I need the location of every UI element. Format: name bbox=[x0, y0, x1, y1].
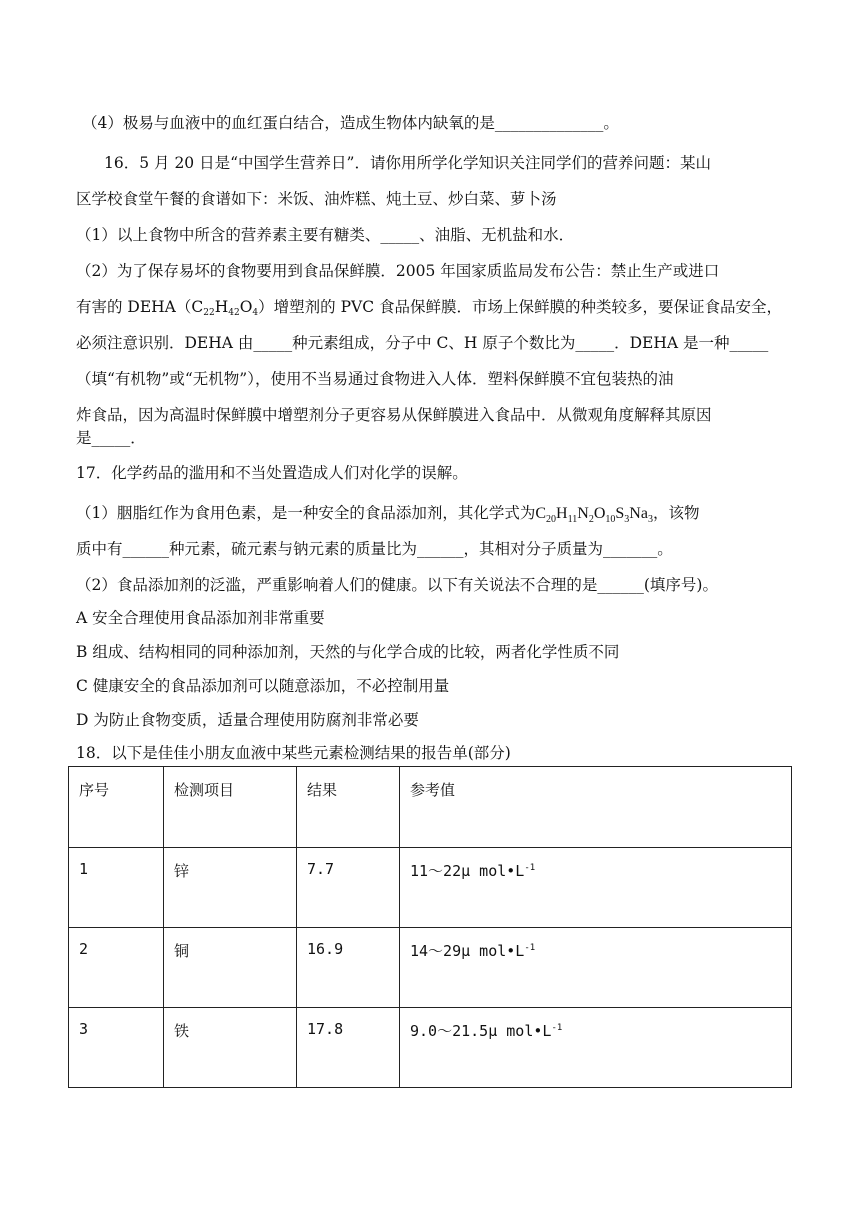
test-result: 7.7 bbox=[297, 848, 400, 928]
question-16-item-2-line-3: 必须注意识别．DEHA 由_____种元素组成，分子中 C、H 原子个数比为_____．DEHA 是一种_____ bbox=[76, 334, 769, 352]
row-number: 3 bbox=[69, 1008, 164, 1088]
question-17-item-1-line-2: 质中有______种元素，硫元素与钠元素的质量比为______，其相对分子质量为_______。 bbox=[76, 540, 673, 558]
question-16-intro-line-2: 区学校食堂午餐的食谱如下：米饭、油炸糕、炖土豆、炒白菜、萝卜汤 bbox=[76, 190, 557, 208]
test-result: 17.8 bbox=[297, 1008, 400, 1088]
item-text: （1）胭脂红作为食用色素，是一种安全的食品添加剂，其化学式为 bbox=[76, 504, 536, 522]
element-symbol: H bbox=[214, 298, 229, 316]
question-17-intro: 17．化学药品的滥用和不当处置造成人们对化学的误解。 bbox=[76, 464, 468, 482]
question-16-item-2-line-1: （2）为了保存易坏的食物要用到食品保鲜膜．2005 年国家质监局发布公告：禁止生产或进口 bbox=[76, 262, 720, 280]
deha-text: 有害的 DEHA（C bbox=[76, 298, 204, 316]
header-cell: 序号 bbox=[69, 767, 164, 848]
subscript: 42 bbox=[228, 308, 240, 318]
row-number: 1 bbox=[69, 848, 164, 928]
question-16-item-2-line-4: （填“有机物”或“无机物”），使用不当易通过食物进入人体．塑料保鲜膜不宜包装热的油 bbox=[76, 370, 674, 388]
element-symbol: O bbox=[239, 298, 253, 316]
test-item: 铜 bbox=[164, 928, 297, 1008]
row-number: 2 bbox=[69, 928, 164, 1008]
reference-value: 9.0～21.5μ $mol•L^{-1}$ bbox=[400, 1008, 792, 1088]
table-row bbox=[69, 848, 792, 928]
subscript: 4 bbox=[252, 308, 259, 318]
question-17-item-2: （2）食品添加剂的泛滥，严重影响着人们的健康。以下有关说法不合理的是______(填序号)。 bbox=[76, 576, 718, 594]
reference-value: 11～22μ $mol•L^{-1}$ bbox=[400, 848, 792, 928]
header-cell: 检测项目 bbox=[164, 767, 297, 848]
header-cell: 结果 bbox=[297, 767, 400, 848]
table-row bbox=[69, 928, 792, 1008]
table-row bbox=[69, 1008, 792, 1088]
reference-value: 14～29μ $mol•L^{-1}$ bbox=[400, 928, 792, 1008]
question-17-option-b: B 组成、结构相同的同种添加剂，天然的与化学合成的比较，两者化学性质不同 bbox=[76, 643, 620, 661]
question-15-item-4: （4）极易与血液中的血红蛋白结合，造成生物体内缺氧的是______________。 bbox=[82, 114, 619, 132]
question-17-option-c: C 健康安全的食品添加剂可以随意添加，不必控制用量 bbox=[76, 677, 450, 695]
chemical-formula: $C_{20}H_{11}N_2O_{10}S_3Na_3$ bbox=[535, 505, 653, 525]
deha-text-rest: ）增塑剂的 PVC 食品保鲜膜．市场上保鲜膜的种类较多，要保证食品安全， bbox=[258, 298, 782, 316]
item-text-rest: ，该物 bbox=[652, 504, 700, 522]
question-17-option-d: D 为防止食物变质，适量合理使用防腐剂非常必要 bbox=[76, 711, 419, 729]
table-header-row bbox=[69, 767, 792, 848]
test-item: 铁 bbox=[164, 1008, 297, 1088]
subscript: 22 bbox=[203, 308, 215, 318]
header-cell: 参考值 bbox=[400, 767, 792, 848]
question-16-item-1: （1）以上食物中所含的营养素主要有糖类、_____、油脂、无机盐和水． bbox=[76, 226, 575, 244]
question-17-option-a: A 安全合理使用食品添加剂非常重要 bbox=[76, 609, 325, 627]
blood-test-report-table bbox=[68, 766, 792, 1088]
question-16-intro-line-1: 16．5 月 20 日是“中国学生营养日”．请你用所学化学知识关注同学们的营养问题：某山 bbox=[104, 154, 711, 172]
question-18-intro: 18．以下是佳佳小朋友血液中某些元素检测结果的报告单(部分) bbox=[76, 744, 511, 762]
question-16-item-2-line-2 bbox=[76, 297, 782, 317]
question-16-item-2-line-6: 是_____． bbox=[76, 429, 146, 447]
test-item: 锌 bbox=[164, 848, 297, 928]
question-17-item-1-line-1 bbox=[76, 503, 699, 524]
test-result: 16.9 bbox=[297, 928, 400, 1008]
question-16-item-2-line-5: 炸食品，因为高温时保鲜膜中增塑剂分子更容易从保鲜膜进入食品中．从微观角度解释其原因 bbox=[76, 406, 712, 424]
